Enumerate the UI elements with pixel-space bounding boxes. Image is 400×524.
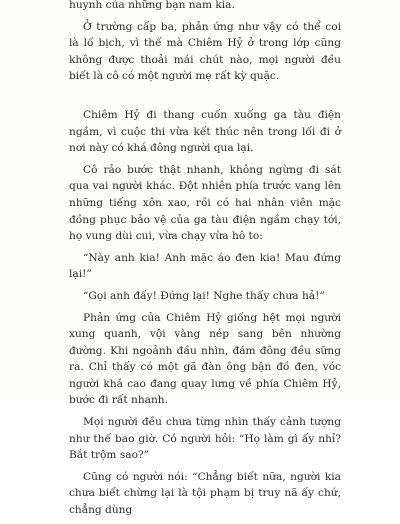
paragraph: Ở trường cấp ba, phản ứng như vậy có thể coi là lố bịch, vì thế mà Chiêm Hỷ ở trong lớp cũng không được thoải mái chút nào, mọi người đều biết là cô có một người mẹ rất kỳ quặc. <box>69 20 341 83</box>
paragraph: Cũng có người nói: “Chẳng biết nữa, người kia chưa biết chừng lại là tội phạm bị truy nã ấy chứ, chẳng dùng <box>69 470 341 517</box>
paragraph: huynh của những bạn nam kia. <box>69 0 235 11</box>
paragraph: Chiêm Hỷ đi thang cuốn xuống ga tàu điện ngầm, vì cuộc thi vừa kết thúc nên trong lối đi ở nơi này có khá đông người qua lại. <box>69 108 341 155</box>
paragraph: Phản ứng của Chiêm Hỷ giống hệt mọi người xung quanh, vội vàng nép sang bên nhường đường. Khi ngoảnh đầu nhìn, đám đông đều sững ra. Chỉ thấy có một gã đàn ông bận đồ đen, vóc người khá cao đang quay lưng về phía Chiêm Hỷ, bước đi rất nhanh. <box>69 311 341 407</box>
paragraph: “Gọi anh đấy! Đứng lại! Nghe thấy chưa hả!” <box>83 289 325 302</box>
paragraph: Cô rảo bước thật nhanh, không ngừng đi sát qua vai người khác. Đột nhiên phía trước vang lên những tiếng xôn xao, rồi có hai nhân viên mặc đồng phục bảo vệ của ga tàu điện ngầm chạy tới, họ vung dùi cui, vừa chạy vừa hô to: <box>69 163 341 243</box>
body-text <box>69 0 341 524</box>
paragraph: Mọi người đều chưa từng nhìn thấy cảnh tượng như thế bao giờ. Có người hỏi: “Họ làm gì ấy nhỉ? Bắt trộm sao?” <box>69 416 341 462</box>
paragraph: “Này anh kia! Anh mặc áo đen kia! Mau đứng lại!” <box>69 251 341 281</box>
